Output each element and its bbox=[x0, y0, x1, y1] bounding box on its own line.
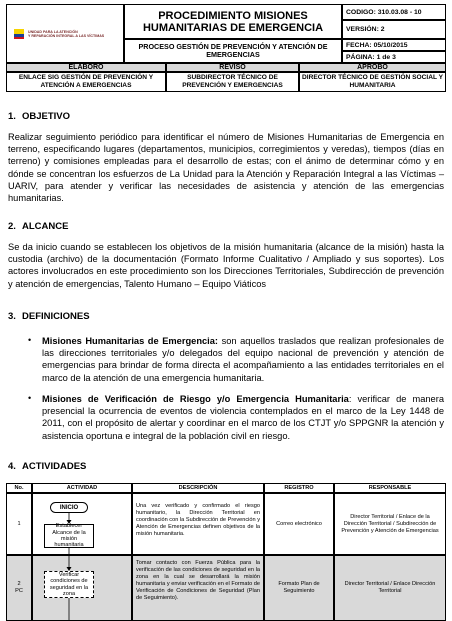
bullet-icon: • bbox=[28, 393, 32, 403]
row2-record: Formato Plan de Seguimiento bbox=[264, 555, 334, 621]
role-reviso: SUBDIRECTOR TÉCNICO DE PREVENCIÓN Y EMERGENCIAS bbox=[166, 72, 299, 92]
definition-text: son aquellos traslados que realizan profesionales de las direcciones territoriales y/o delegados del equipo nacional de prevención y atención de emergencias para brindar de forma directa el acompañamiento a las entidades territoriales en el marco de la atención de una emergencia humanitaria. bbox=[42, 336, 444, 383]
unidad-victimas-logo bbox=[14, 26, 114, 42]
document-title: PROCEDIMIENTO MISIONES HUMANITARIAS DE EMERGENCIA bbox=[124, 4, 342, 39]
colombia-flag-icon bbox=[14, 29, 24, 39]
role-elaboro: ENLACE SIG GESTIÓN DE PREVENCIÓN Y ATENCIÓN A EMERGENCIAS bbox=[6, 72, 166, 92]
objetivo-text: Realizar seguimiento periódico para identificar el número de Misiones Humanitarias de Emergencia en terreno, especificando lugares (departamentos, municipios, corregimientos y veredas), tiempos (días en terreno) y comisiones empleadas para el desarrollo de estas; con el ánimo de determinar cómo y en dónde se concentran los esfuerzos de La Unidad para la Atención y Reparación Integral a las Víctimas – UARIV, para atender y verificar las necesidades de asistencia y atención de las emergencias humanitarias. bbox=[8, 132, 444, 204]
row1-description: Una vez verificado y confirmado el riesgo humanitario, la Dirección Territorial en coordinación con la Subdirección de Prevención y Atención de Emergencias definen objetivos de la misión humanitaria. bbox=[132, 493, 264, 555]
document-date: FECHA: 05/10/2015 bbox=[342, 39, 446, 51]
definition-item bbox=[42, 335, 444, 384]
logo-text-line1: UNIDAD PARA LA ATENCIÓN bbox=[28, 29, 78, 34]
role-head-aprobo: APROBO bbox=[299, 63, 446, 72]
row2-description: Tomar contacto con Fuerza Pública para la verificación de las condiciones de seguridad en la zona en la cual se desarrollará la misión humanitaria y enviar verificación en el Formato de Verificación de Condiciones de Seguridad (Plan de Seguimiento). bbox=[132, 555, 264, 621]
row2-responsible: Director Territorial / Enlace Dirección Territorial bbox=[334, 555, 446, 621]
col-header-descripcion: DESCRIPCIÓN bbox=[132, 483, 264, 493]
section-title-definiciones: DEFINICIONES bbox=[22, 311, 90, 322]
document-version: VERSIÓN: 2 bbox=[342, 20, 446, 39]
section-title-actividades: ACTIVIDADES bbox=[22, 461, 87, 472]
alcance-text: Se da inicio cuando se establecen los objetivos de la misión humanitaria (alcance de la misión) hasta la custodia (archivo) de la documentación (Formato Informe Cualitativo / Ampliado y sus soportes). Los actores involucrados en este procedimiento son los Direcciones Territoriales, Subdirección de prevención y atención de emergencias, Talento Humano – Equipo Viáticos bbox=[8, 242, 444, 289]
role-head-reviso: REVISO bbox=[166, 63, 299, 72]
section-number-actividades: 4. bbox=[8, 461, 16, 472]
role-aprobo: DIRECTOR TÉCNICO DE GESTIÓN SOCIAL Y HUMANITARIA bbox=[299, 72, 446, 92]
row1-responsible: Director Territorial / Enlace de la Dirección Territorial / Subdirección de Prevención y Atención de Emergencias bbox=[334, 493, 446, 555]
col-header-registro: REGISTRO bbox=[264, 483, 334, 493]
definition-term: Misiones Humanitarias de Emergencia: bbox=[42, 336, 219, 346]
definition-term: Misiones de Verificación de Riesgo y/o Emergencia Humanitaria bbox=[42, 394, 349, 404]
logo-text-line2: Y REPARACIÓN INTEGRAL A LAS VÍCTIMAS bbox=[28, 34, 105, 38]
section-title-alcance: ALCANCE bbox=[22, 221, 69, 232]
section-number-alcance: 2. bbox=[8, 221, 16, 232]
row2-no: 2 bbox=[17, 581, 21, 587]
row1-no: 1 bbox=[6, 493, 32, 555]
col-header-actividad: ACTIVIDAD bbox=[32, 483, 132, 493]
row1-record: Correo electrónico bbox=[264, 493, 334, 555]
definition-item bbox=[42, 393, 444, 442]
section-number-objetivo: 1. bbox=[8, 111, 16, 122]
col-header-responsable: RESPONSABLE bbox=[334, 483, 446, 493]
bullet-icon: • bbox=[28, 335, 32, 345]
role-head-elaboro: ELABORO bbox=[6, 63, 166, 72]
flow-step-verificar-seguridad: Verificar condiciones de seguridad en la zona bbox=[44, 571, 94, 598]
definition-text: : verificar de manera presencial la ocurrencia de eventos de violencia contemplados en el marco de la Ley 1448 de 2011, con el propósito de alertar y coordinar en el marco de los CTJT y/o SPPGNR la atención y asistencia oportuna e integral de la población civil en riesgo. bbox=[42, 394, 444, 441]
section-title-objetivo: OBJETIVO bbox=[22, 111, 71, 122]
row2-no-cell bbox=[6, 555, 32, 621]
col-header-no: No. bbox=[6, 483, 32, 493]
section-number-definiciones: 3. bbox=[8, 311, 16, 322]
page-number: PÁGINA: 1 de 3 bbox=[342, 51, 446, 63]
flow-step-establecer-alcance: Establecer Alcance de la misión humanitaria bbox=[44, 524, 94, 548]
document-code: CODIGO: 310.03.08 - 10 bbox=[342, 4, 446, 20]
process-name: PROCESO GESTIÓN DE PREVENCIÓN Y ATENCIÓN DE EMERGENCIAS bbox=[124, 39, 342, 63]
row2-checkpoint: PC bbox=[15, 588, 23, 594]
flow-start-terminator: INICIO bbox=[50, 502, 88, 513]
